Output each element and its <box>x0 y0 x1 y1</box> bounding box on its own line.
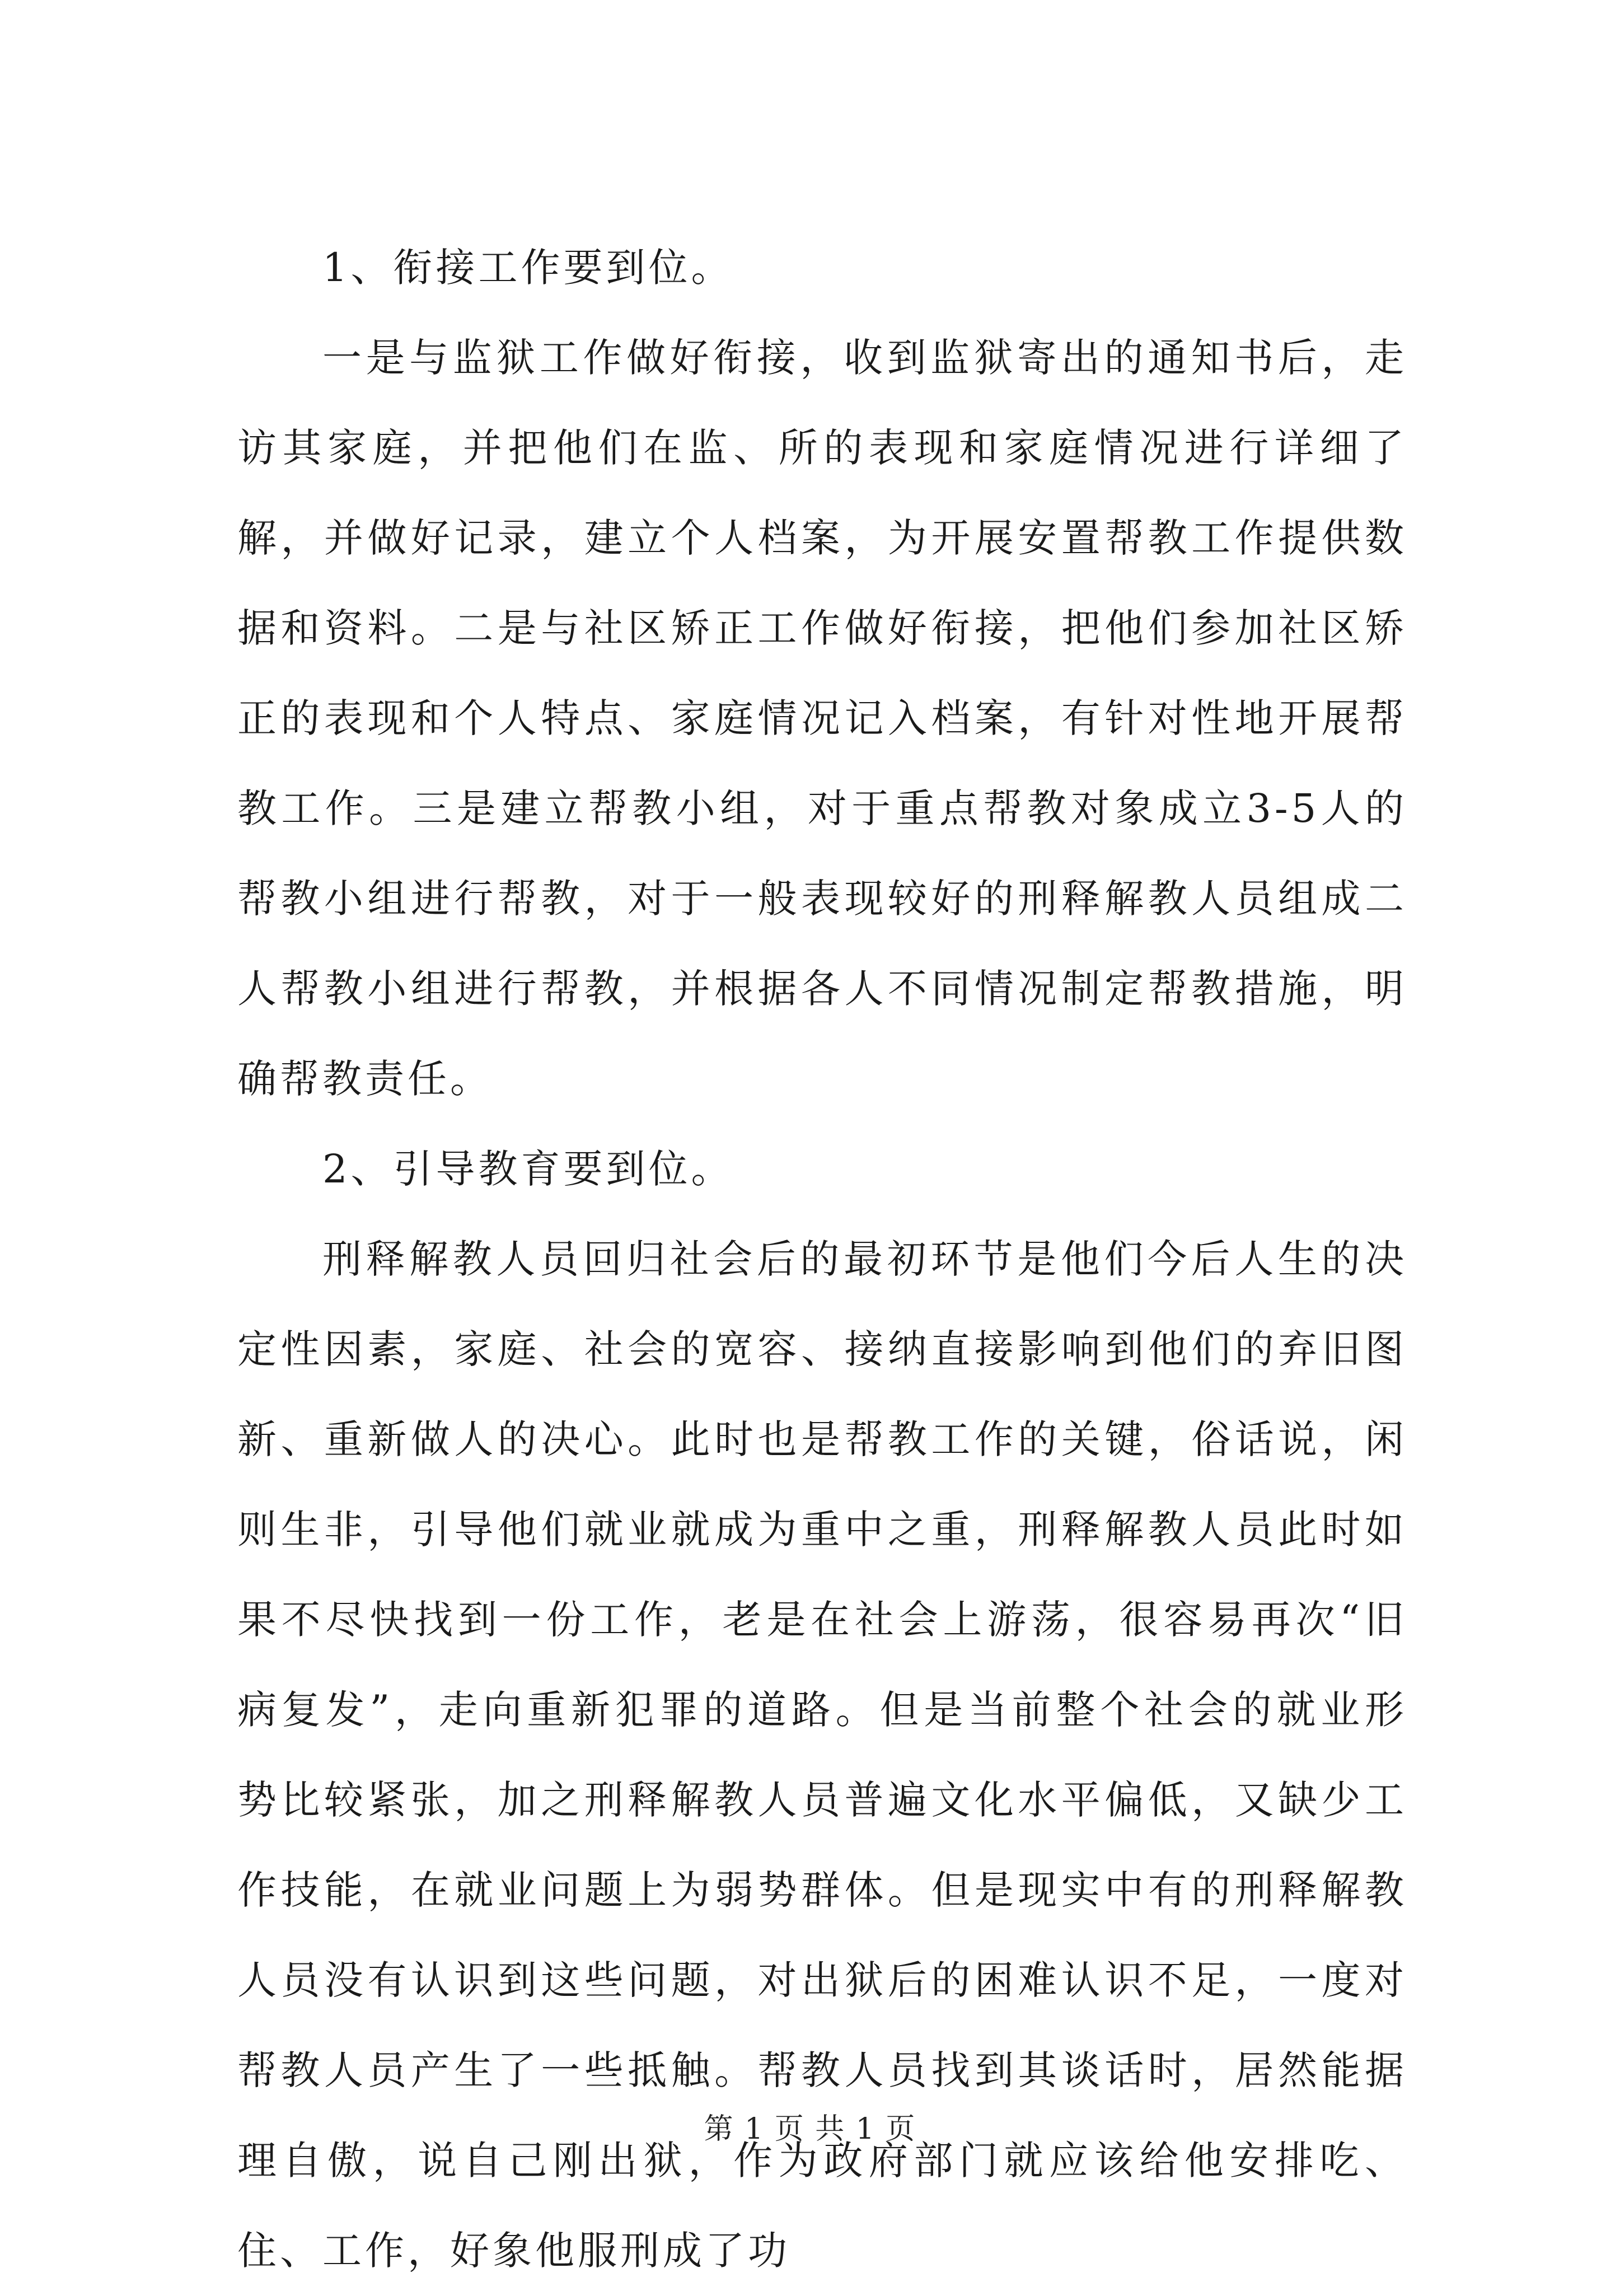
section-heading-linkage: 1、衔接工作要到位。 <box>322 245 734 291</box>
document-body <box>237 223 1407 2296</box>
paragraph-guidance-details: 刑释解教人员回归社会后的最初环节是他们今后人生的决定性因素，家庭、社会的宽容、接纳直接影响到他们的弃旧图新、重新做人的决心。此时也是帮教工作的关键，俗话说，闲则生非，引导他们就业就成为重中之重，刑释解教人员此时如果不尽快找到一份工作，老是在社会上游荡，很容易再次“旧病复发”，走向重新犯罪的道路。但是当前整个社会的就业形势比较紧张，加之刑释解教人员普遍文化水平偏低，又缺少工作技能，在就业问题上为弱势群体。但是现实中有的刑释解教人员没有认识到这些问题，对出狱后的困难认识不足，一度对帮教人员产生了一些抵触。帮教人员找到其谈话时，居然能据理自傲，说自己刚出狱，作为政府部门就应该给他安排吃、住、工作，好象他服刑成了功 <box>237 1236 1407 2274</box>
section-heading-guidance: 2、引导教育要到位。 <box>322 1146 734 1192</box>
page-number-footer: 第 1 页 共 1 页 <box>704 2112 916 2146</box>
paragraph-linkage-details: 一是与监狱工作做好衔接，收到监狱寄出的通知书后，走访其家庭，并把他们在监、所的表现和家庭情况进行详细了解，并做好记录，建立个人档案，为开展安置帮教工作提供数据和资料。二是与社区矫正工作做好衔接，把他们参加社区矫正的表现和个人特点、家庭情况记入档案，有针对性地开展帮教工作。三是建立帮教小组，对于重点帮教对象成立3-5人的帮教小组进行帮教，对于一般表现较好的刑释解教人员组成二人帮教小组进行帮教，并根据各人不同情况制定帮教措施，明确帮教责任。 <box>237 335 1407 1102</box>
